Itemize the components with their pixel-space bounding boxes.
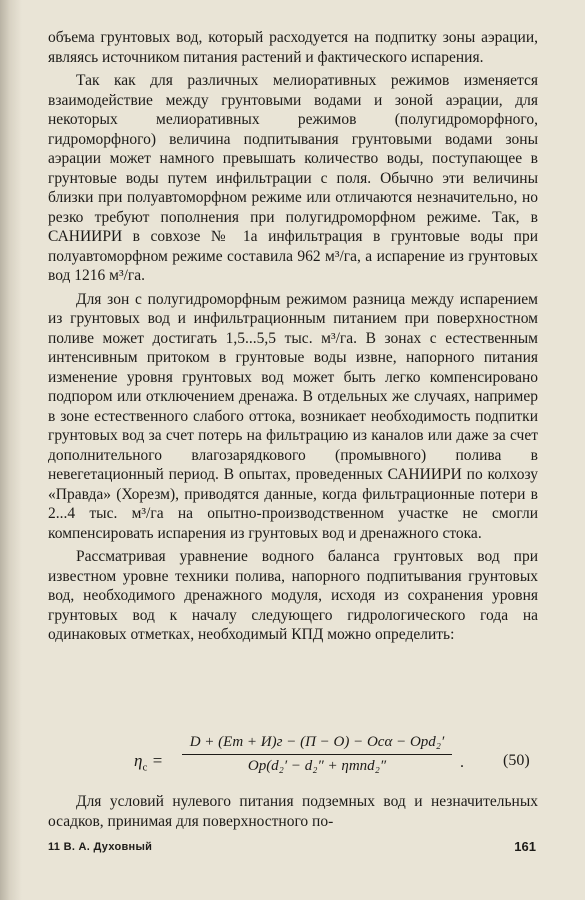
paragraph-5: Для условий нулевого питания подземных вод и незначительных осадков, принимая для поверхностного по- [48, 793, 538, 830]
printer-signature: 11 В. А. Духовный [48, 841, 153, 853]
formula-denominator: Ор(d₂′ − d₂″ + ηmnd₂″ [247, 758, 387, 774]
formula-numerator: D + (Eт + И)г − (П − О) − Осα − Орd₂′ [189, 734, 445, 750]
paragraph-1: объема грунтовых вод, который расходуется на подпитку зоны аэрации, являясь источником питания растений и фактического испарения. [48, 29, 538, 66]
formula-fraction [182, 734, 452, 775]
text-after-formula [48, 792, 538, 831]
page-number: 161 [514, 839, 536, 854]
formula-50 [48, 734, 538, 788]
fraction-bar [182, 754, 452, 755]
formula-lhs: $\eta_с$ = [134, 751, 164, 774]
equation-number: (50) [503, 752, 530, 769]
paragraph-2: Так как для различных мелиоративных режимов изменяется взаимодействие между грунтовыми водами и зоной аэрации, для некоторых мелиоративных режимов (полугидроморфного, гидроморфного) величина подпитывания грунтовыми водами зоны аэрации может намного превышать количество воды, поступающее в грунтовые воды путем инфильтрации с поля. Обычно эти величины близки при полуавтоморфном режиме или отличаются незначительно, но резко требуют пополнения при полугидроморфном режиме. Так, в САНИИРИ в совхозе № 1а инфильтрация в грунтовые воды при полуавтоморфном режиме составила 962 м³/га, а испарение из грунтовых вод 1216 м³/га. [48, 72, 538, 284]
page-footer [48, 839, 538, 859]
formula-period: . [460, 754, 464, 771]
binding-shadow [0, 0, 22, 900]
paragraph-3: Для зон с полугидроморфным режимом разница между испарением из грунтовых вод и инфильтрационным питанием при поверхностном поливе может достигать 1,5...5,5 тыс. м³/га. В зонах с естественным интенсивным притоком в грунтовые воды извне, напорного питания изменение уровня грунтовых вод может быть легко компенсировано подпором или отключением дренажа. В отдельных же случаях, например в зоне естественного слабого оттока, возникает необходимость подпитки грунтовых вод за счет потерь на фильтрацию из каналов или даже за счет дополнительного влагозарядкового (промывного) полива в невегетационный период. В опытах, проведенных САНИИРИ по колхозу «Правда» (Хорезм), приводятся данные, когда фильтрационные потери в 2...4 тыс. м³/га на опытно-производственном участке не смогли компенсировать испарения из грунтовых вод и дренажного стока. [48, 290, 538, 542]
text-body [48, 28, 538, 645]
paragraph-4: Рассматривая уравнение водного баланса грунтовых вод при известном уровне техники полива, напорного подпитывания грунтовых вод, необходимого дренажного модуля, исходя из сохранения уровня грунтовых вод к началу следующего гидрологического года на одинаковых отметках, необходимый КПД можно определить: [48, 548, 538, 643]
